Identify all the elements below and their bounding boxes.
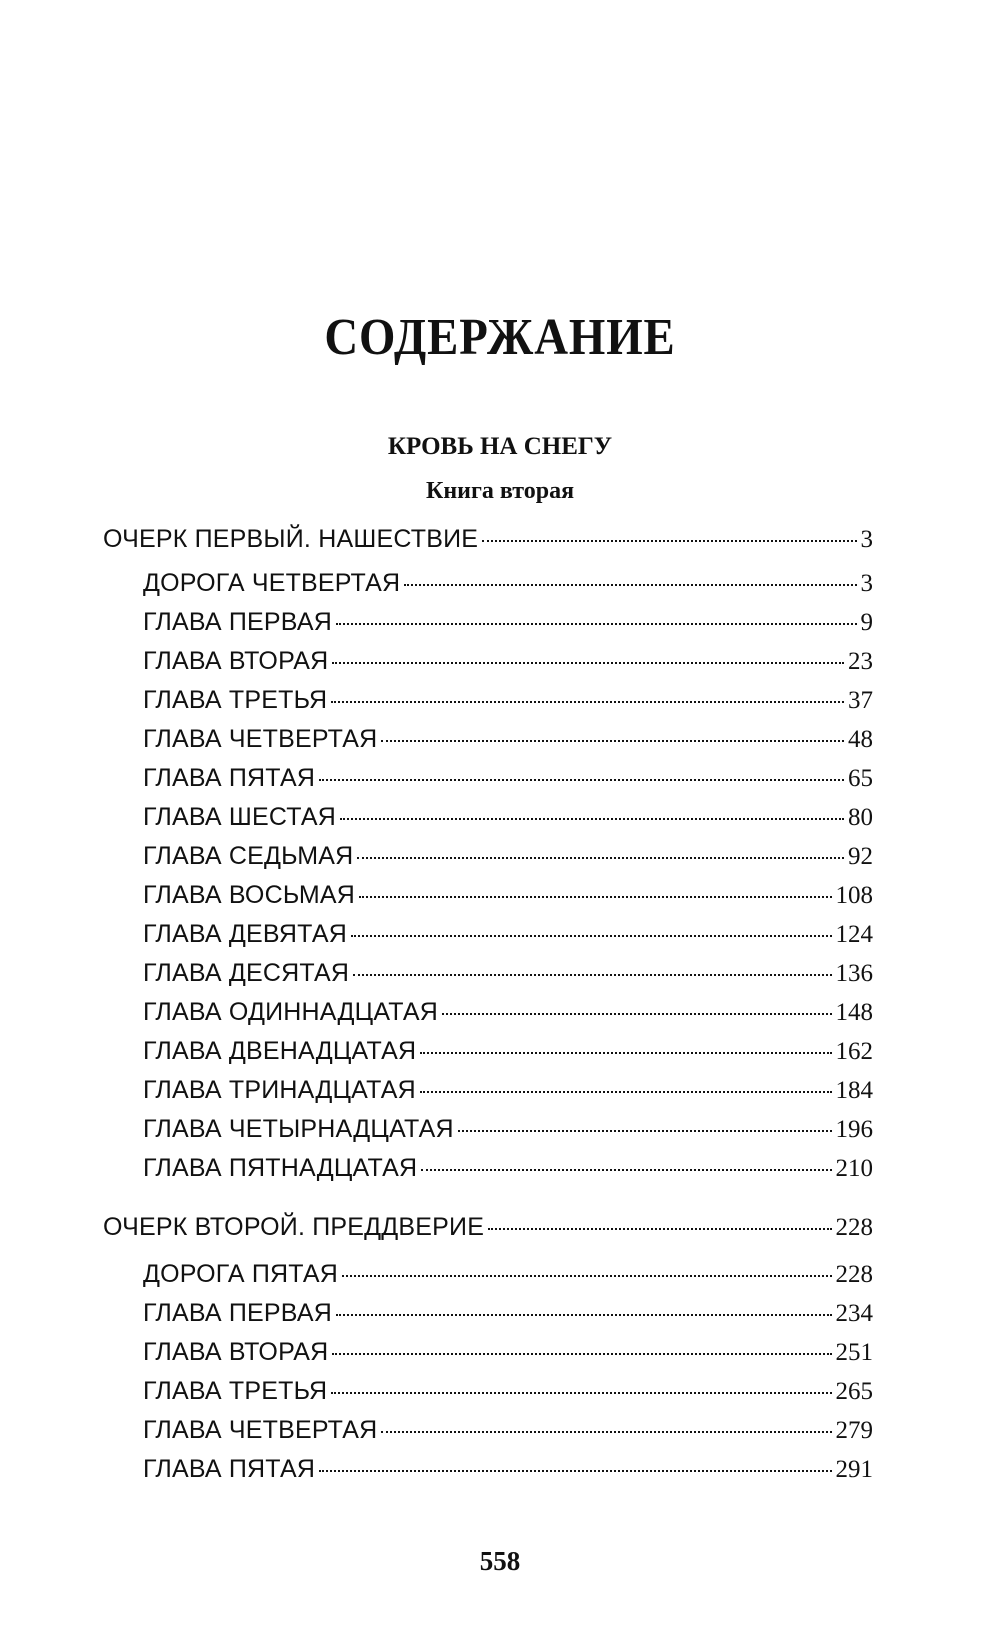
toc-entry-label: ГЛАВА ТРИНАДЦАТАЯ [143, 1076, 416, 1104]
toc-entry-row [143, 1152, 873, 1185]
toc-leader-dots [420, 1089, 832, 1093]
toc-leader-dots [458, 1128, 832, 1132]
toc-leader-dots [331, 1390, 831, 1394]
toc-entry-label: ГЛАВА ТРЕТЬЯ [143, 686, 328, 714]
toc-entry-row [143, 567, 873, 600]
toc-leader-dots [351, 933, 832, 937]
toc-page-number: 80 [848, 804, 873, 831]
toc-entry-row [143, 1258, 873, 1291]
toc-section-row [103, 1211, 873, 1244]
toc-entry-row [143, 723, 873, 756]
toc-page-number: 234 [835, 1300, 873, 1327]
toc-page-number: 148 [835, 999, 873, 1026]
toc-entry-row [143, 1035, 873, 1068]
toc-page-number: 228 [835, 1261, 873, 1288]
toc-entry-label: ГЛАВА ОДИННАДЦАТАЯ [143, 998, 439, 1026]
toc-entry-label: ГЛАВА ПЕРВАЯ [143, 1299, 332, 1327]
toc-entry-label: ГЛАВА ВТОРАЯ [143, 1338, 329, 1366]
toc-entry-row [143, 606, 873, 639]
toc-leader-dots [359, 894, 831, 898]
toc-leader-dots [336, 1312, 832, 1316]
toc-entry-label: ГЛАВА ПЯТАЯ [143, 764, 316, 792]
toc-entry-row [143, 762, 873, 795]
toc-page-number: 124 [835, 921, 873, 948]
toc-entry-row [143, 1113, 873, 1146]
toc-entry-row [143, 840, 873, 873]
toc-entry-label: ГЛАВА ЧЕТВЕРТАЯ [143, 725, 378, 753]
toc-page-number: 92 [848, 843, 873, 870]
toc-entry-row [143, 1336, 873, 1369]
toc-leader-dots [353, 972, 831, 976]
toc-entry-label: ГЛАВА ПЯТАЯ [143, 1455, 316, 1483]
toc-entry-row [143, 879, 873, 912]
toc-page-number: 9 [860, 609, 873, 636]
toc-page-number: 3 [860, 570, 873, 597]
toc-page-number: 3 [860, 526, 873, 553]
toc-page-number: 228 [835, 1214, 873, 1241]
toc-leader-dots [331, 699, 844, 703]
toc-leader-dots [319, 1468, 831, 1472]
toc-page-number: 162 [835, 1038, 873, 1065]
toc-leader-dots [336, 621, 857, 625]
toc-entry-label: ГЛАВА ДЕВЯТАЯ [143, 920, 347, 948]
toc-leader-dots [488, 1226, 831, 1230]
toc-entry-row [143, 1414, 873, 1447]
book-subtitle: Книга вторая [425, 478, 575, 504]
toc-entry-row [143, 801, 873, 834]
page-number: 558 [479, 1546, 521, 1576]
toc-leader-dots [342, 1273, 831, 1277]
toc-page-number: 251 [835, 1339, 873, 1366]
toc-page-number: 184 [835, 1077, 873, 1104]
toc-entry-label: ГЛАВА ЧЕТВЕРТАЯ [143, 1416, 378, 1444]
toc-page-number: 37 [848, 687, 873, 714]
toc-leader-dots [381, 738, 844, 742]
toc-page-number: 196 [835, 1116, 873, 1143]
toc-section-row [103, 523, 873, 556]
toc-entry-label: ГЛАВА ТРЕТЬЯ [143, 1377, 328, 1405]
toc-page-number: 23 [848, 648, 873, 675]
toc-leader-dots [332, 1351, 831, 1355]
toc-leader-dots [442, 1011, 831, 1015]
toc-leader-dots [404, 582, 856, 586]
toc-leader-dots [319, 777, 844, 781]
toc-entry-row [143, 996, 873, 1029]
toc-page-number: 279 [835, 1417, 873, 1444]
toc-leader-dots [332, 660, 844, 664]
toc-leader-dots [420, 1050, 831, 1054]
toc-entry-row [143, 918, 873, 951]
toc-entry-row [143, 684, 873, 717]
toc-entry-label: ГЛАВА СЕДЬМАЯ [143, 842, 354, 870]
toc-page-number: 291 [835, 1456, 873, 1483]
toc-entry-row [143, 1074, 873, 1107]
toc-entry-label: ГЛАВА ДВЕНАДЦАТАЯ [143, 1037, 417, 1065]
toc-entry-label: ГЛАВА ПЯТНАДЦАТАЯ [143, 1154, 418, 1182]
toc-entry-label: ГЛАВА ВОСЬМАЯ [143, 881, 356, 909]
toc-entry-row [143, 1297, 873, 1330]
toc-leader-dots [482, 538, 856, 542]
toc-page-number: 48 [848, 726, 873, 753]
toc-section-label: ОЧЕРК ВТОРОЙ. ПРЕДДВЕРИЕ [103, 1213, 485, 1241]
toc-entry-label: ДОРОГА ПЯТАЯ [143, 1260, 339, 1288]
toc-leader-dots [421, 1167, 831, 1171]
toc-entry-label: ГЛАВА ПЕРВАЯ [143, 608, 332, 636]
book-title: КРОВЬ НА СНЕГУ [387, 433, 613, 460]
toc-page-number: 136 [835, 960, 873, 987]
toc-entry-label: ГЛАВА ВТОРАЯ [143, 647, 329, 675]
toc-page-number: 65 [848, 765, 873, 792]
toc-page-number: 265 [835, 1378, 873, 1405]
toc-entry-row [143, 1453, 873, 1486]
toc-entry-label: ГЛАВА ШЕСТАЯ [143, 803, 337, 831]
toc-entry-row [143, 1375, 873, 1408]
toc-section-label: ОЧЕРК ПЕРВЫЙ. НАШЕСТВИЕ [103, 525, 479, 553]
toc-entry-label: ГЛАВА ДЕСЯТАЯ [143, 959, 350, 987]
toc-page-number: 108 [835, 882, 873, 909]
toc-page-number: 210 [835, 1155, 873, 1182]
toc-leader-dots [357, 855, 844, 859]
toc-entry-label: ГЛАВА ЧЕТЫРНАДЦАТАЯ [143, 1115, 454, 1143]
toc-entry-row [143, 957, 873, 990]
toc-leader-dots [340, 816, 844, 820]
toc-entry-label: ДОРОГА ЧЕТВЕРТАЯ [143, 569, 401, 597]
page-title: СОДЕРЖАНИЕ [324, 309, 676, 366]
toc-leader-dots [381, 1429, 831, 1433]
toc-entry-row [143, 645, 873, 678]
